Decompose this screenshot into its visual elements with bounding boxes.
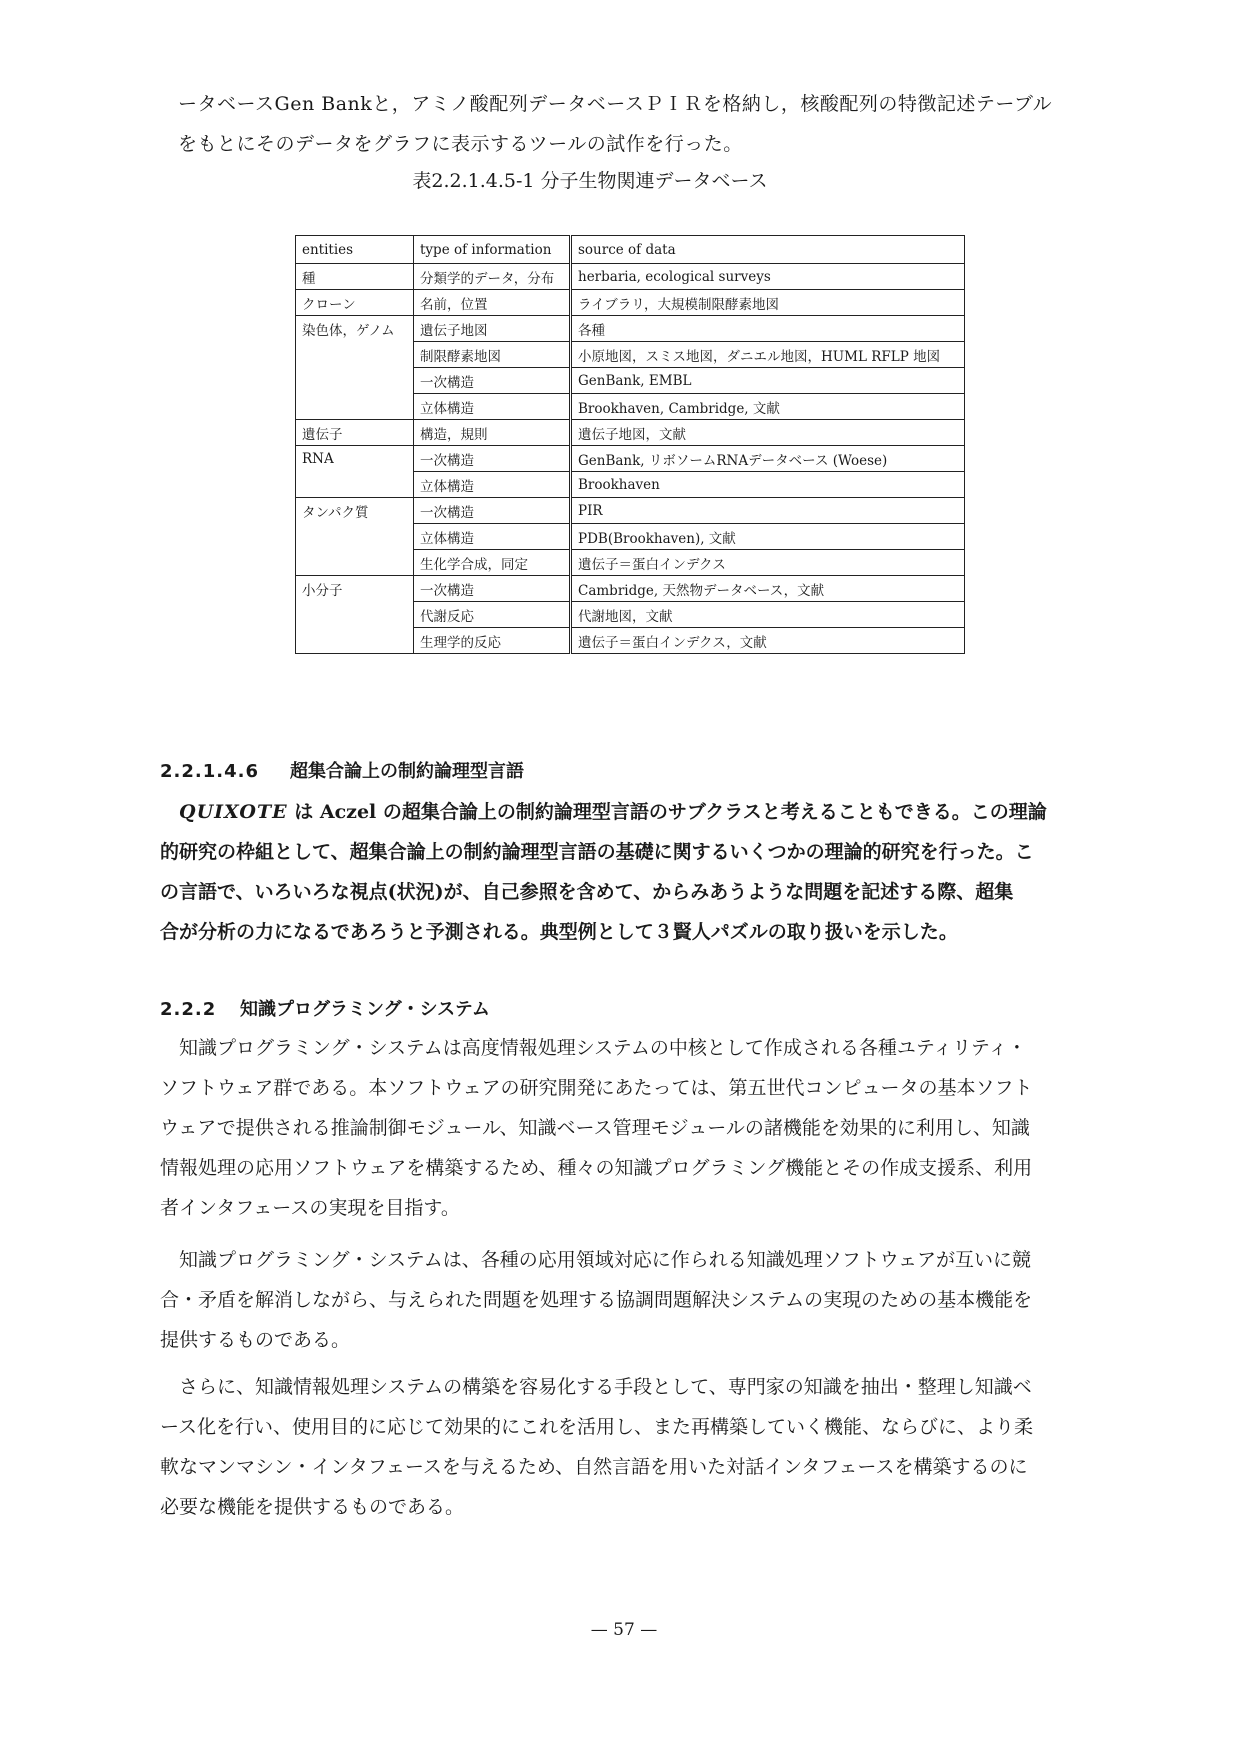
cell-type: 名前，位置 — [414, 290, 571, 316]
column-header-source: source of data — [571, 236, 965, 264]
table-row — [296, 394, 965, 420]
table-row — [296, 316, 965, 342]
cell-entity — [296, 550, 414, 576]
cell-source: Brookhaven — [571, 472, 965, 498]
table-row — [296, 498, 965, 524]
cell-entity — [296, 368, 414, 394]
table-row — [296, 472, 965, 498]
page-number: — 57 — — [590, 1620, 658, 1640]
cell-type: 一次構造 — [414, 368, 571, 394]
cell-entity: クローン — [296, 290, 414, 316]
paragraph-line: の言語で、いろいろな視点(状況)が、自己参照を含めて、からみあうような問題を記述する際、超集 — [160, 881, 1014, 903]
cell-type: 構造，規則 — [414, 420, 571, 446]
paragraph-line: ース化を行い、使用目的に応じて効果的にこれを活用し、また再構築していく機能、ならびに、より柔 — [160, 1416, 1034, 1438]
section-2-2-2-paragraph-3 — [160, 1367, 1160, 1527]
cell-source: 遺伝子＝蛋白インデクス，文献 — [571, 628, 965, 654]
table-row — [296, 368, 965, 394]
paragraph-line: 合・矛盾を解消しながら、与えられた問題を処理する協調問題解決システムの実現のための基本機能を — [160, 1289, 1033, 1311]
table-row — [296, 290, 965, 316]
cell-source: 遺伝子＝蛋白インデクス — [571, 550, 965, 576]
table-row — [296, 550, 965, 576]
quixote-name: QUIXOTE — [179, 801, 288, 823]
cell-source: 代謝地図，文献 — [571, 602, 965, 628]
paragraph-line: 知識プログラミング・システムは高度情報処理システムの中核として作成される各種ユティリティ・ — [160, 1037, 1027, 1059]
paragraph-line: 軟なマンマシン・インタフェースを与えるため、自然言語を用いた対話インタフェースを構築するのに — [160, 1456, 1028, 1478]
cell-source: 小原地図，スミス地図，ダニエル地図，HUML RFLP 地図 — [571, 342, 965, 368]
cell-entity — [296, 524, 414, 550]
molecular-biology-database-table — [295, 235, 965, 654]
cell-entity: 種 — [296, 264, 414, 290]
cell-source: PDB(Brookhaven), 文献 — [571, 524, 965, 550]
section-heading-2-2-2 — [160, 995, 490, 1021]
cell-source: 各種 — [571, 316, 965, 342]
cell-type: 代謝反応 — [414, 602, 571, 628]
cell-source: Brookhaven, Cambridge, 文献 — [571, 394, 965, 420]
cell-type: 一次構造 — [414, 498, 571, 524]
paragraph-line: 知識プログラミング・システムは、各種の応用領域対応に作られる知識処理ソフトウェアが互いに競 — [160, 1249, 1031, 1271]
cell-source: 遺伝子地図，文献 — [571, 420, 965, 446]
column-header-type: type of information — [414, 236, 571, 264]
cell-source: Cambridge, 天然物データベース，文献 — [571, 576, 965, 602]
table-row — [296, 628, 965, 654]
section-2-2-2-paragraph-1 — [160, 1028, 1160, 1228]
section-title: 超集合論上の制約論理型言語 — [290, 761, 524, 782]
cell-type: 制限酵素地図 — [414, 342, 571, 368]
table-row — [296, 264, 965, 290]
section-number: 2.2.1.4.6 — [160, 761, 259, 782]
section-2-2-2-paragraph-2 — [160, 1240, 1160, 1360]
paragraph-line: ソフトウェア群である。本ソフトウェアの研究開発にあたっては、第五世代コンピュータの基本ソフト — [160, 1077, 1033, 1099]
cell-type: 立体構造 — [414, 524, 571, 550]
paragraph-line — [160, 792, 1160, 832]
table-caption-text: 表2.2.1.4.5-1 分子生物関連データベース — [412, 170, 768, 192]
table-row — [296, 576, 965, 602]
cell-type: 遺伝子地図 — [414, 316, 571, 342]
cell-entity: RNA — [296, 446, 414, 472]
section-2-2-1-4-6-body — [160, 792, 1160, 952]
paragraph-line: 情報処理の応用ソフトウェアを構築するため、種々の知識プログラミング機能とその作成支援系、利用 — [160, 1157, 1033, 1179]
intro-line: ータベースGen Bankと，アミノ酸配列データベースＰＩＲを格納し，核酸配列の特徴記述テーブル — [178, 93, 1053, 115]
table-row — [296, 342, 965, 368]
paragraph-text: は Aczel の超集合論上の制約論理型言語のサブクラスと考えることもできる。この理論 — [287, 801, 1047, 823]
cell-type: 生化学合成，同定 — [414, 550, 571, 576]
table-row — [296, 420, 965, 446]
cell-entity — [296, 342, 414, 368]
cell-type: 生理学的反応 — [414, 628, 571, 654]
intro-paragraph — [178, 84, 1158, 164]
paragraph-line: ウェアで提供される推論制御モジュール、知識ベース管理モジュールの諸機能を効果的に利用し、知識 — [160, 1117, 1030, 1139]
cell-entity: 小分子 — [296, 576, 414, 602]
cell-entity — [296, 602, 414, 628]
cell-type: 立体構造 — [414, 472, 571, 498]
cell-source: GenBank, リボソームRNAデータベース (Woese) — [571, 446, 965, 472]
column-header-entities: entities — [296, 236, 414, 264]
section-heading-2-2-1-4-6 — [160, 757, 524, 783]
cell-type: 立体構造 — [414, 394, 571, 420]
table-body — [296, 264, 965, 654]
paragraph-line: 的研究の枠組として、超集合論上の制約論理型言語の基礎に関するいくつかの理論的研究を行った。こ — [160, 841, 1034, 863]
table-header-row — [296, 236, 965, 264]
paragraph-line: さらに、知識情報処理システムの構築を容易化する手段として、専門家の知識を抽出・整理し知識ベ — [160, 1376, 1032, 1398]
table-row — [296, 524, 965, 550]
cell-source: GenBank, EMBL — [571, 368, 965, 394]
table-caption — [0, 166, 960, 193]
cell-source: herbaria, ecological surveys — [571, 264, 965, 290]
paragraph-line: 合が分析の力になるであろうと予測される。典型例として３賢人パズルの取り扱いを示した。 — [160, 921, 958, 943]
intro-line: をもとにそのデータをグラフに表示するツールの試作を行った。 — [178, 133, 743, 155]
cell-entity — [296, 472, 414, 498]
cell-entity: 遺伝子 — [296, 420, 414, 446]
cell-type: 分類学的データ，分布 — [414, 264, 571, 290]
section-title: 知識プログラミング・システム — [240, 999, 490, 1020]
paragraph-line: 提供するものである。 — [160, 1329, 351, 1351]
paragraph-line: 者インタフェースの実現を目指す。 — [160, 1197, 460, 1219]
section-number: 2.2.2 — [160, 999, 217, 1020]
cell-entity — [296, 628, 414, 654]
paragraph-line: 必要な機能を提供するものである。 — [160, 1496, 465, 1518]
cell-source: ライブラリ，大規模制限酵素地図 — [571, 290, 965, 316]
cell-source: PIR — [571, 498, 965, 524]
cell-entity: タンパク質 — [296, 498, 414, 524]
cell-entity — [296, 394, 414, 420]
table-row — [296, 602, 965, 628]
table-row — [296, 446, 965, 472]
cell-type: 一次構造 — [414, 576, 571, 602]
cell-type: 一次構造 — [414, 446, 571, 472]
cell-entity: 染色体，ゲノム — [296, 316, 414, 342]
